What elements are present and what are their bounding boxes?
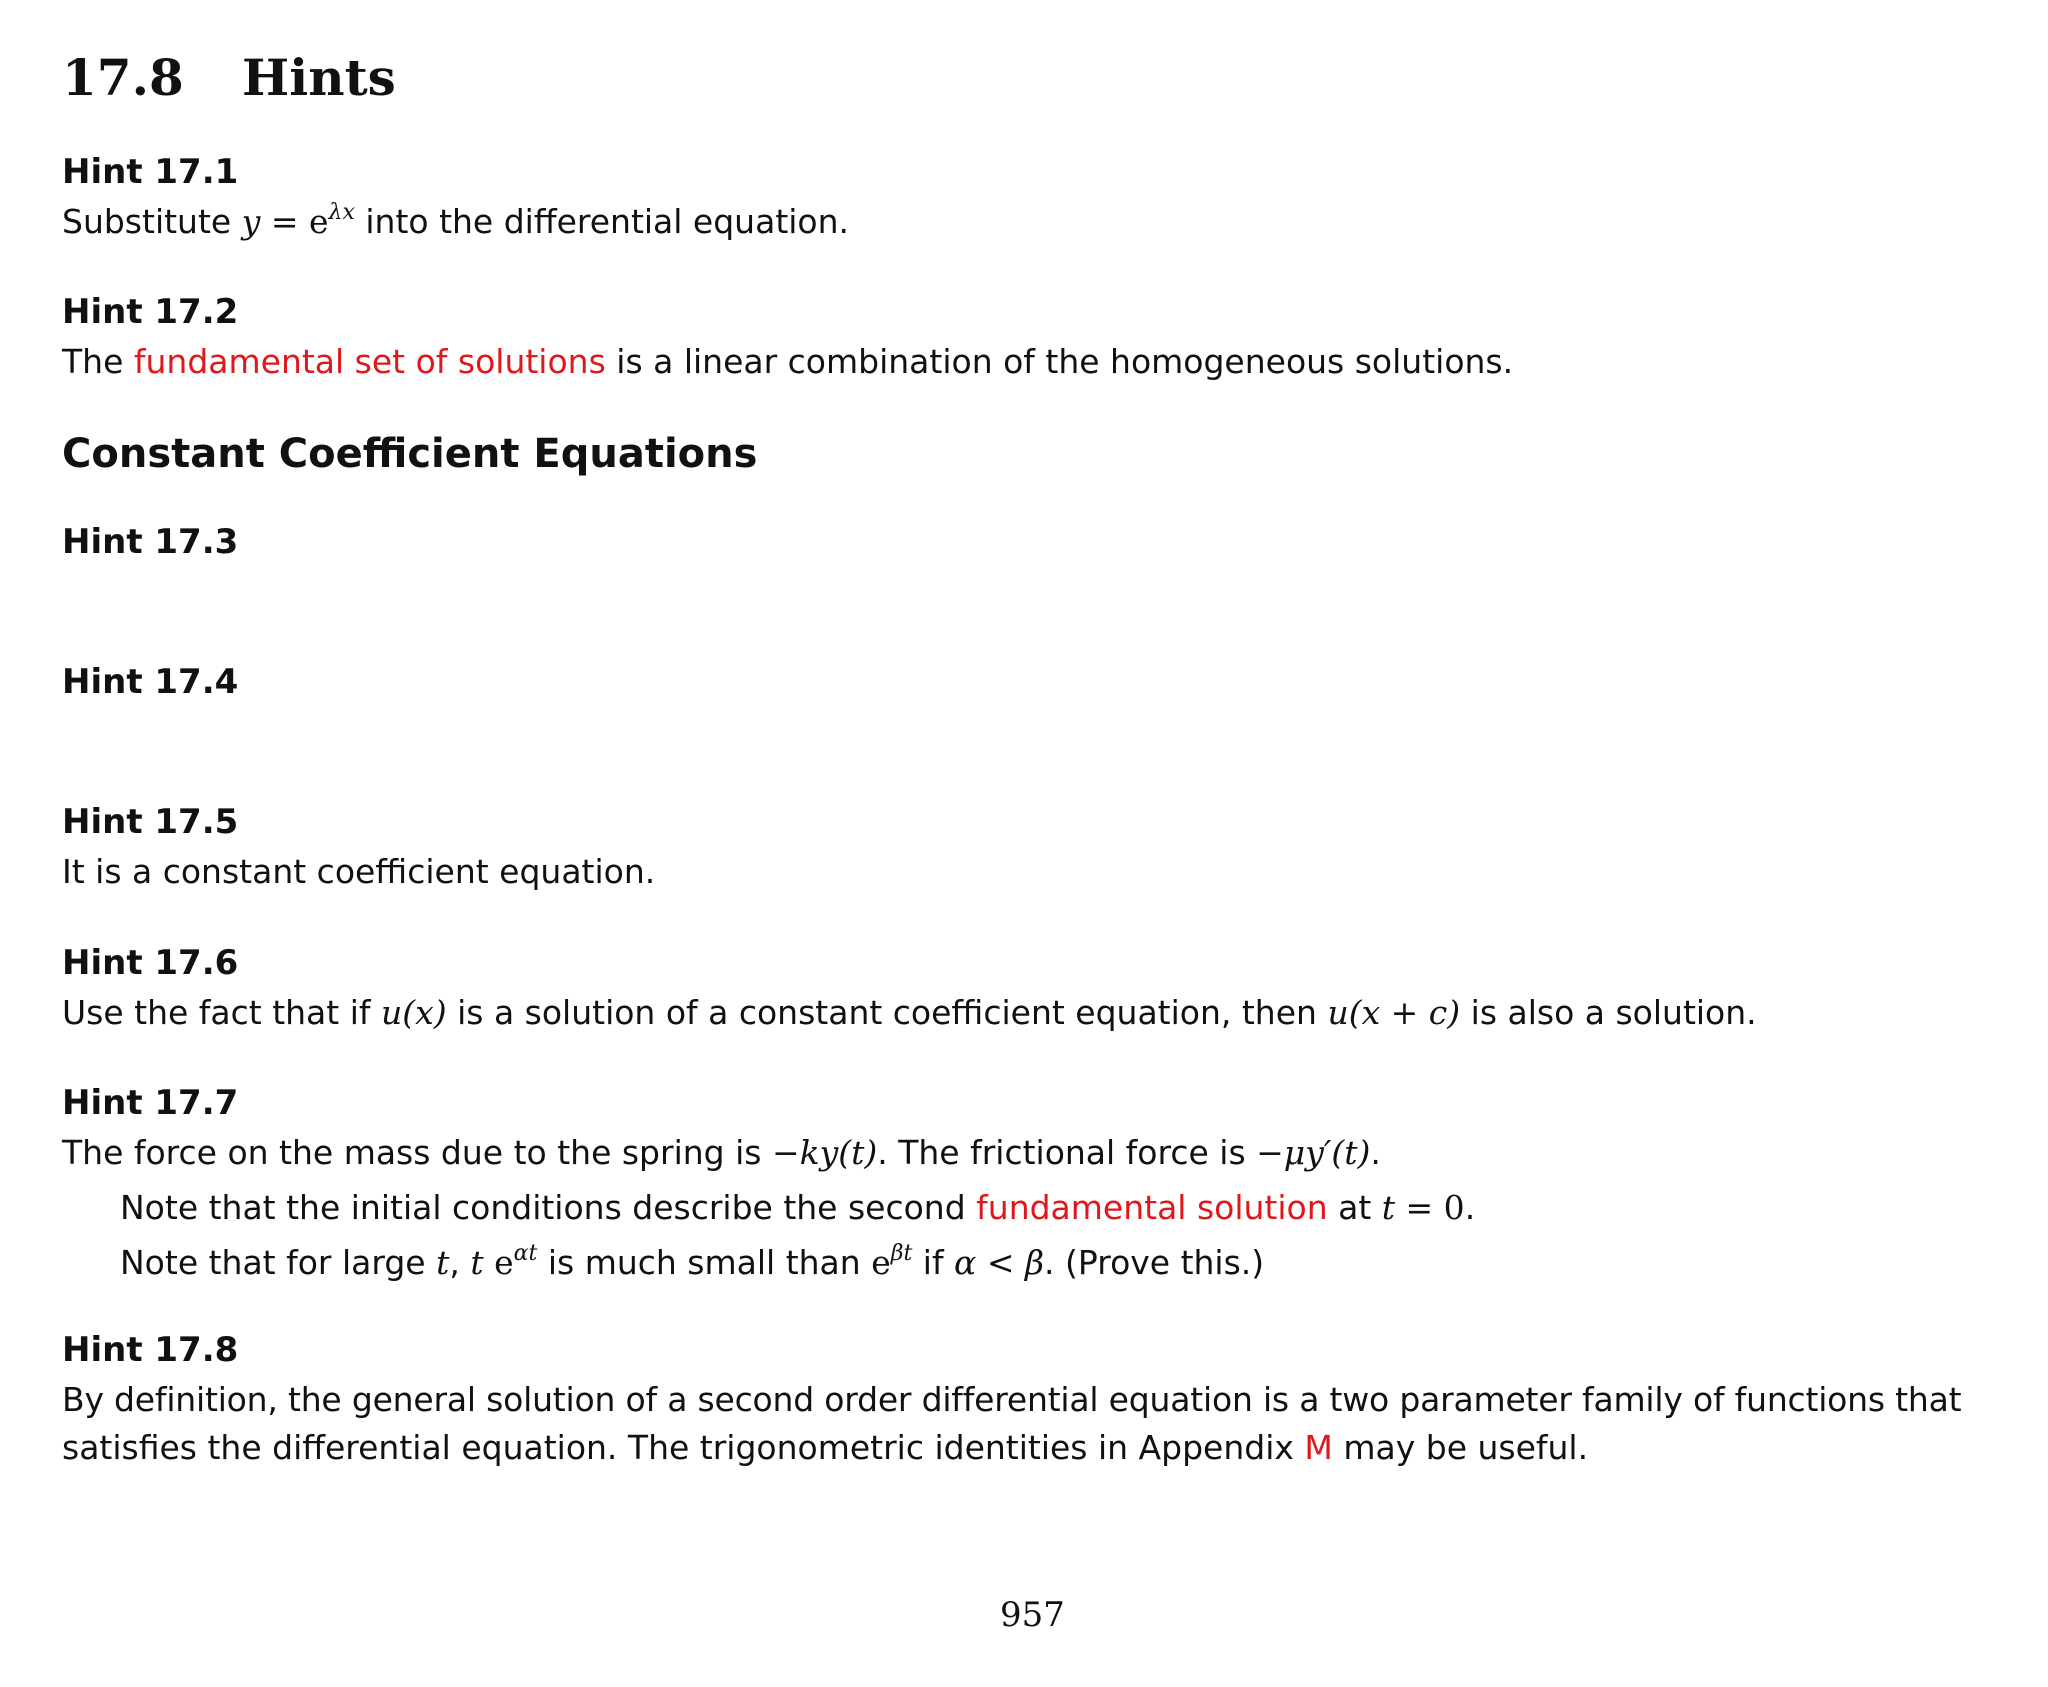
hint-17-5-text: It is a constant coefficient equation. [62,852,656,891]
hint-17-8-heading: Hint 17.8 [62,1330,239,1370]
hint-17-2-text: The fundamental set of solutions is a linear combination of the homogeneous solutions. [62,342,1514,381]
section-title-text: Hints [242,48,396,107]
fundamental-set-link[interactable]: fundamental set of solutions [133,342,606,381]
hint-17-5-heading: Hint 17.5 [62,802,239,842]
subsection-heading: Constant Coefficient Equations [62,431,758,477]
hint-17-7-line-2: Note that the initial conditions describe the second fundamental solution at t = 0. [120,1188,1476,1227]
hint-17-6-text: Use the fact that if u(x) is a solution of a constant coefficient equation, then u(x + c) is also a solution. [62,993,1757,1032]
hint-17-7-line-3: Note that for large t, t $e^{\alpha t}$ is much small than $e^{\beta t}$ if α < β. (Prove this.) [120,1241,1265,1282]
hint-17-1-text: Substitute $y = e^{\lambda x}$ into the differential equation. [62,200,850,241]
page-number: 957 [1000,1595,1065,1635]
hint-17-1-heading: Hint 17.1 [62,152,239,192]
hint-17-8-line-2: satisfies the differential equation. The trigonometric identities in Appendix M may be useful. [62,1428,1589,1467]
hint-17-4-heading: Hint 17.4 [62,662,239,702]
hint-17-7-heading: Hint 17.7 [62,1083,239,1123]
section-title [62,48,396,108]
hint-17-7-line-1: The force on the mass due to the spring is −ky(t). The frictional force is −μy′(t). [62,1133,1381,1172]
fundamental-solution-link[interactable]: fundamental solution [976,1188,1328,1227]
hint-17-2-heading: Hint 17.2 [62,292,239,332]
section-number: 17.8 [62,48,184,107]
hint-17-3-heading: Hint 17.3 [62,522,239,562]
hint-17-6-heading: Hint 17.6 [62,943,239,983]
appendix-m-link[interactable]: M [1304,1428,1333,1467]
hint-17-8-line-1: By definition, the general solution of a second order differential equation is a two parameter family of functions that [62,1380,1962,1419]
